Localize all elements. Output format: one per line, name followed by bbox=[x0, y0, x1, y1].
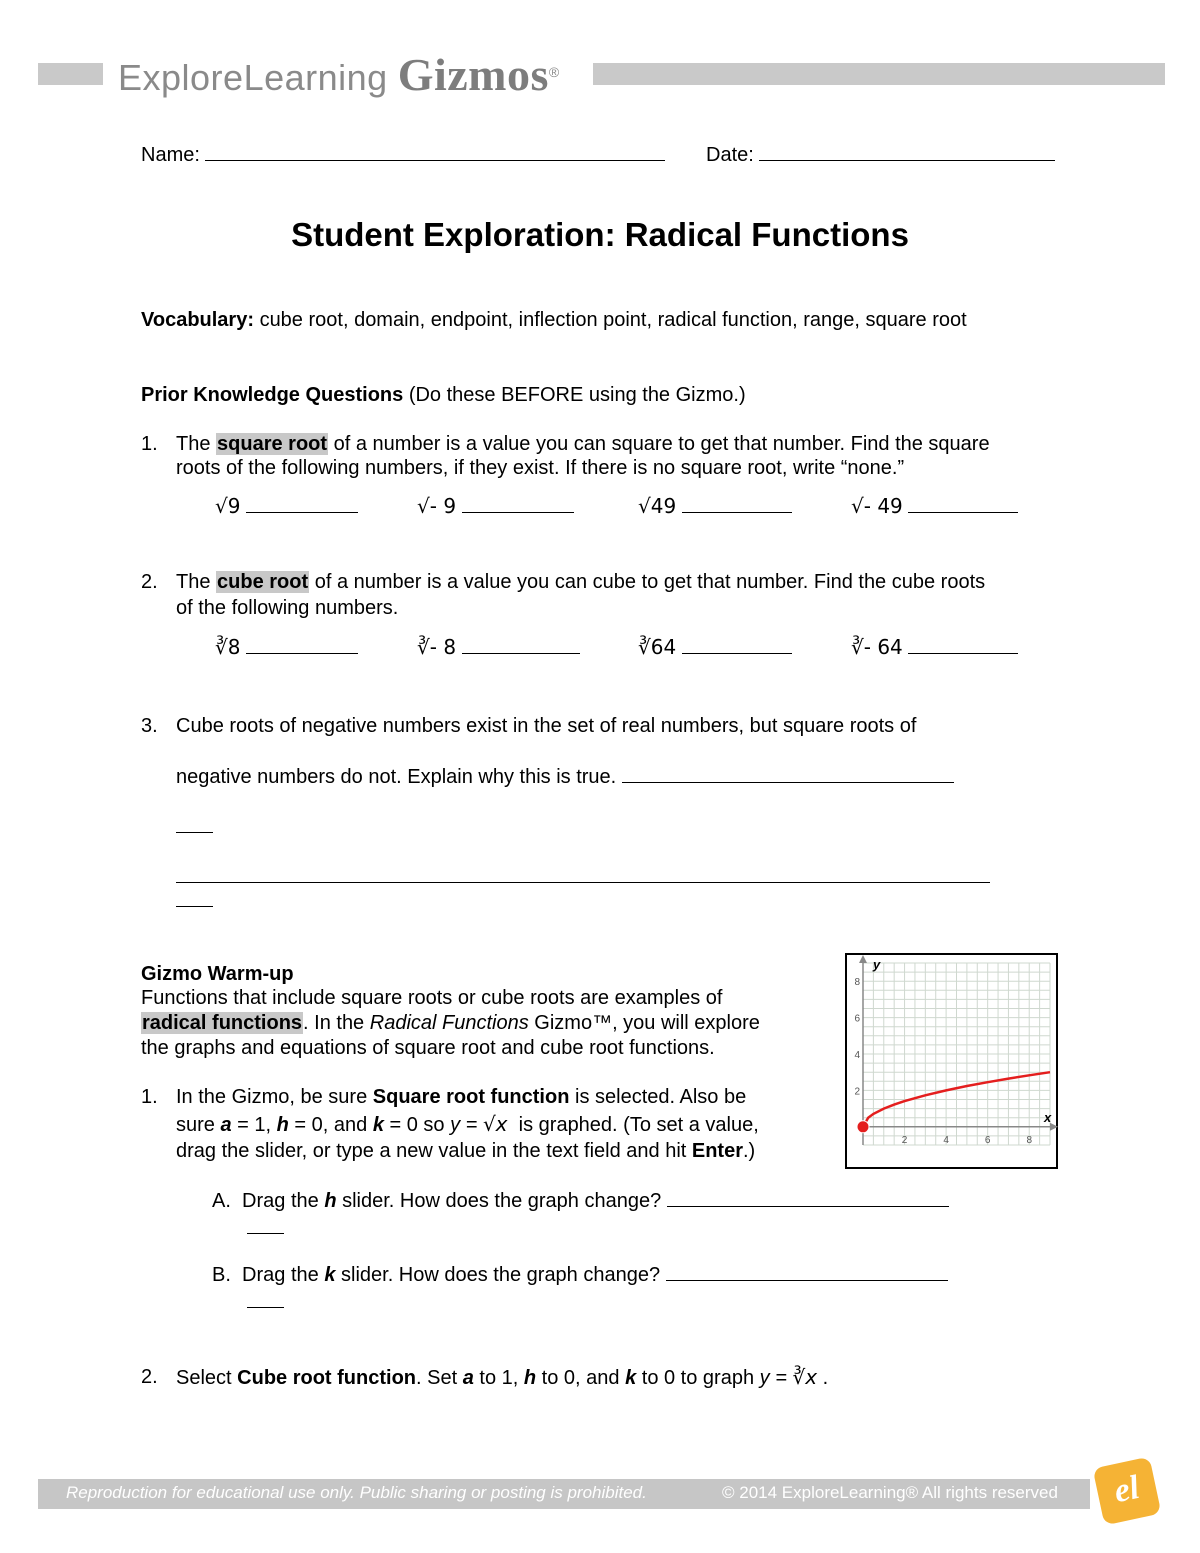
warmup-q2-line: Select Cube root function. Set a to 1, h to 0, and k to 0 to graph y = ∛x . bbox=[176, 1365, 829, 1389]
q1-item-4[interactable]: √- 49 bbox=[851, 494, 1018, 520]
answer-line[interactable] bbox=[247, 1307, 284, 1308]
prior-q2-line2: of the following numbers. bbox=[176, 597, 399, 619]
q2-item-1[interactable]: ∛8 bbox=[215, 635, 358, 661]
graph-x-label: x bbox=[1044, 1109, 1052, 1125]
el-logo-icon: el bbox=[1093, 1457, 1162, 1526]
answer-line[interactable] bbox=[247, 1233, 284, 1234]
q1-item-3[interactable]: √49 bbox=[638, 494, 792, 520]
prior-q1-line1: The square root of a number is a value you can square to get that number. Find the square bbox=[176, 433, 990, 455]
q1-item-2[interactable]: √- 9 bbox=[417, 494, 574, 520]
warmup-p3: the graphs and equations of square root and cube root functions. bbox=[141, 1037, 715, 1059]
prior-q3-line1: Cube roots of negative numbers exist in the set of real numbers, but square roots of bbox=[176, 715, 917, 737]
date-field[interactable]: Date: bbox=[706, 142, 1055, 168]
vocabulary: Vocabulary: cube root, domain, endpoint, inflection point, radical function, range, square root bbox=[141, 309, 967, 331]
q2-item-3[interactable]: ∛64 bbox=[638, 635, 792, 661]
sqrt-graph bbox=[845, 953, 1058, 1169]
prior-knowledge-heading: Prior Knowledge Questions (Do these BEFORE using the Gizmo.) bbox=[141, 384, 746, 406]
footer-copyright: © 2014 ExploreLearning® All rights reserved bbox=[722, 1483, 1058, 1502]
name-field[interactable]: Name: bbox=[141, 142, 665, 168]
q2-item-2[interactable]: ∛- 8 bbox=[417, 635, 580, 661]
warmup-p1: Functions that include square roots or cube roots are examples of bbox=[141, 987, 723, 1009]
warmup-q1-A[interactable]: A. Drag the h slider. How does the graph change? bbox=[212, 1188, 949, 1214]
prior-q1: 1. bbox=[141, 433, 158, 455]
brand-logo: ExploreLearning Gizmos® bbox=[118, 49, 560, 100]
x-tick-label: 6 bbox=[984, 1134, 991, 1146]
prior-q3-line2[interactable]: negative numbers do not. Explain why this is true. bbox=[176, 764, 954, 790]
header-bar-right bbox=[593, 63, 1165, 85]
warmup-q1-line3: drag the slider, or type a new value in the text field and hit Enter.) bbox=[176, 1140, 756, 1162]
warmup-q1-line2: sure a = 1, h = 0, and k = 0 so y = √x is graphed. (To set a value, bbox=[176, 1112, 759, 1136]
prior-q2-line1: The cube root of a number is a value you can cube to get that number. Find the cube roots bbox=[176, 571, 986, 593]
prior-q3: 3. bbox=[141, 715, 158, 737]
y-tick-label: 8 bbox=[854, 977, 860, 989]
warmup-q1: 1. bbox=[141, 1086, 158, 1108]
warmup-heading: Gizmo Warm-up bbox=[141, 963, 294, 985]
prior-q2: 2. bbox=[141, 571, 158, 593]
x-tick-label: 4 bbox=[943, 1134, 949, 1146]
answer-line[interactable] bbox=[176, 832, 213, 833]
x-tick-label: 2 bbox=[901, 1134, 908, 1146]
footer-disclaimer: Reproduction for educational use only. Public sharing or posting is prohibited. bbox=[66, 1483, 647, 1502]
answer-line[interactable] bbox=[176, 882, 990, 883]
term-square-root: square root bbox=[217, 433, 328, 455]
graph-grid bbox=[863, 963, 1050, 1145]
answer-line[interactable] bbox=[176, 906, 213, 907]
warmup-q1-B[interactable]: B. Drag the k slider. How does the graph change? bbox=[212, 1262, 948, 1288]
prior-q1-line2: roots of the following numbers, if they exist. If there is no square root, write “none.” bbox=[176, 457, 905, 479]
warmup-q2: 2. bbox=[141, 1366, 158, 1388]
header-bar-left bbox=[38, 63, 103, 85]
page-title: Student Exploration: Radical Functions bbox=[291, 216, 909, 253]
y-tick-label: 2 bbox=[854, 1086, 860, 1098]
q1-item-1[interactable]: √9 bbox=[215, 494, 358, 520]
q2-item-4[interactable]: ∛- 64 bbox=[851, 635, 1018, 661]
warmup-q1-line1: In the Gizmo, be sure Square root function is selected. Also be bbox=[176, 1086, 747, 1108]
y-tick-label: 6 bbox=[854, 1013, 860, 1025]
graph-endpoint[interactable] bbox=[857, 1121, 869, 1133]
term-radical-functions: radical functions bbox=[142, 1012, 303, 1034]
x-tick-label: 8 bbox=[1026, 1134, 1033, 1146]
y-tick-label: 4 bbox=[854, 1050, 860, 1061]
warmup-p2: radical functions. In the Radical Functions Gizmo™, you will explore bbox=[142, 1012, 760, 1034]
term-cube-root: cube root bbox=[217, 571, 309, 593]
graph-y-label: y bbox=[873, 957, 881, 972]
